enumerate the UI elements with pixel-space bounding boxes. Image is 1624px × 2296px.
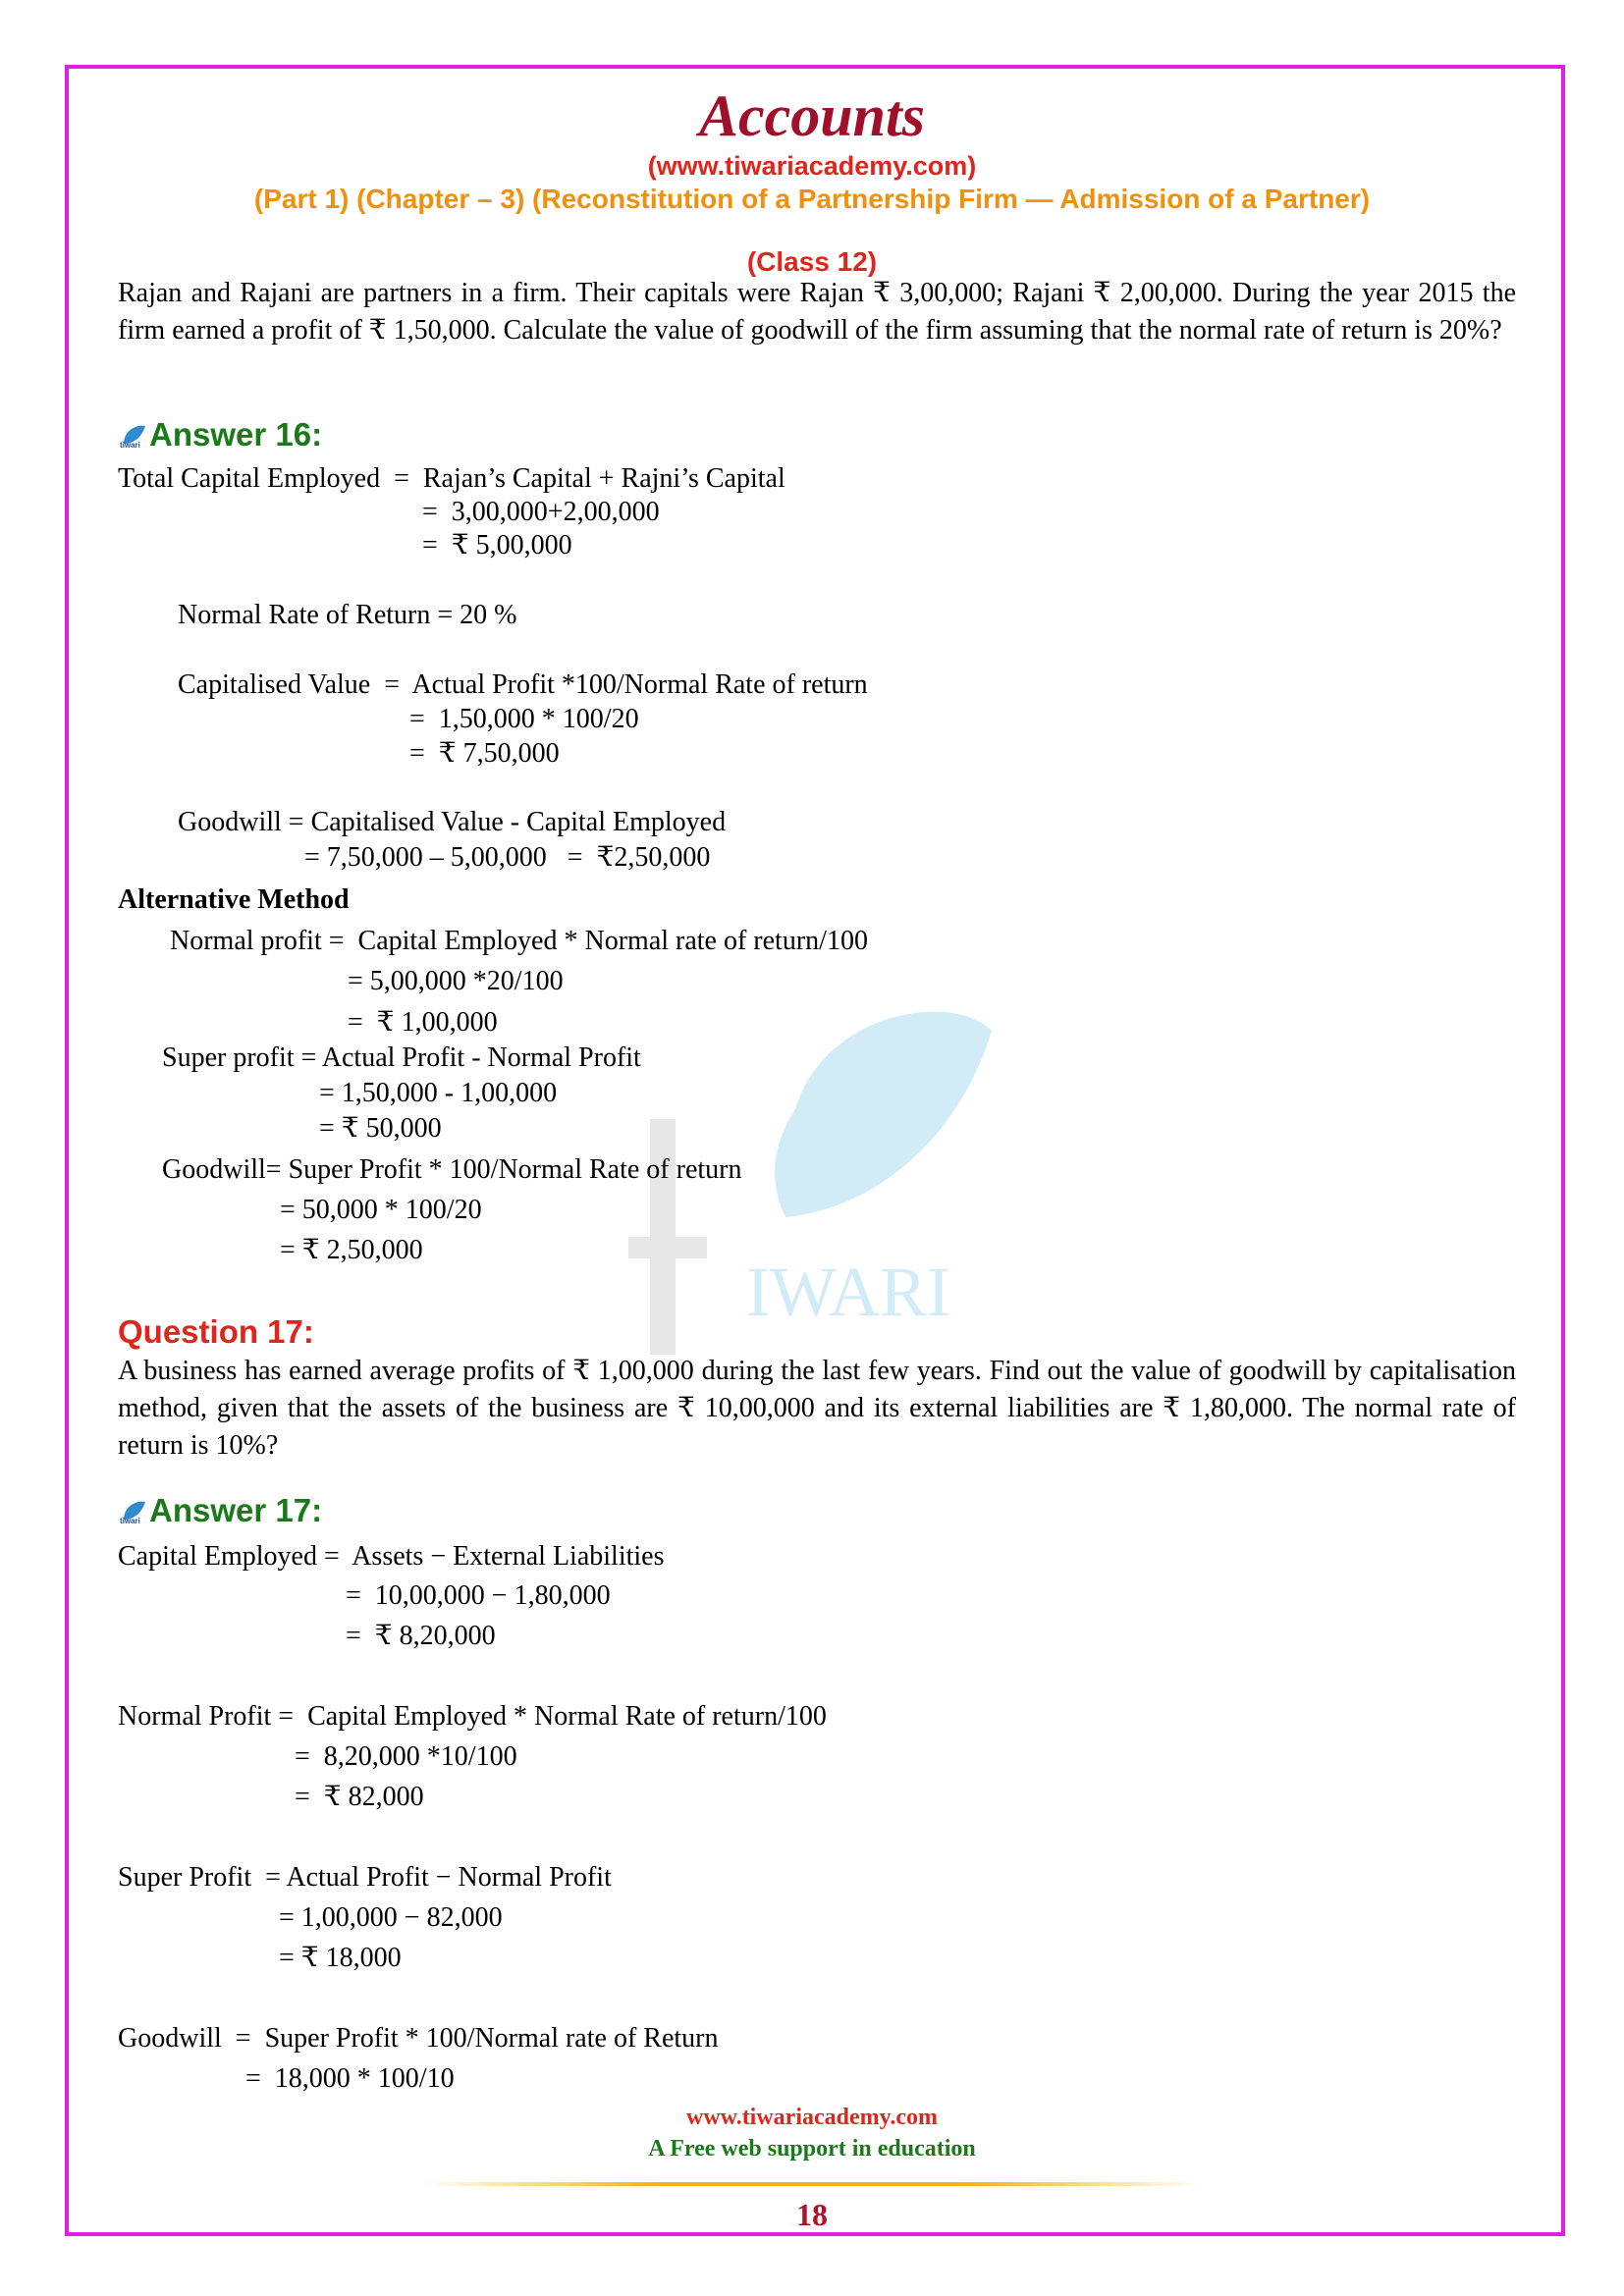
a16-line: Normal Rate of Return = 20 % [178, 600, 517, 630]
svg-text:tiwari: tiwari [120, 1517, 140, 1525]
answer-17-heading [118, 1492, 322, 1529]
header-site-url[interactable]: (www.tiwariacademy.com) [647, 151, 977, 181]
a16-line: Goodwill= Super Profit * 100/Normal Rate of return [162, 1154, 742, 1185]
answer-17-label: Answer 17: [149, 1492, 323, 1528]
a16-line: = 1,50,000 - 1,00,000 [319, 1078, 558, 1108]
answer-16-label: Answer 16: [149, 416, 323, 453]
a17-line: = ₹ 18,000 [279, 1943, 402, 1973]
a16-line: Super profit = Actual Profit - Normal Profit [162, 1042, 641, 1073]
a17-line: = ₹ 82,000 [295, 1782, 424, 1812]
a16-line: = 5,00,000 *20/100 [348, 966, 564, 996]
a17-line: Goodwill = Super Profit * 100/Normal rate of Return [118, 2023, 719, 2054]
a16-line: = ₹ 5,00,000 [422, 530, 572, 561]
question-16-text: Rajan and Rajani are partners in a firm. Their capitals were Rajan ₹ 3,00,000; Rajani ₹ 2,00,000. During the year 2015 the firm earned a profit of ₹ 1,50,000. Calculate the value of goodwill of the firm assuming that the normal rate of return is 20%? [118, 278, 1516, 346]
a16-line: = 1,50,000 * 100/20 [409, 704, 639, 734]
a16-line: Normal profit = Capital Employed * Normal rate of return/100 [170, 926, 868, 956]
question-17-heading: Question 17: [118, 1313, 314, 1350]
a16-line: = 3,00,000+2,00,000 [422, 497, 660, 527]
a16-line: = ₹ 7,50,000 [409, 738, 560, 769]
a17-line: = 8,20,000 *10/100 [295, 1741, 517, 1772]
svg-text:tiwari: tiwari [120, 441, 140, 450]
footer-url[interactable]: www.tiwariacademy.com [686, 2105, 938, 2130]
class-label: (Class 12) [746, 246, 878, 277]
a17-line: = 10,00,000 − 1,80,000 [346, 1580, 611, 1611]
page-number: 18 [796, 2197, 828, 2232]
a17-line: = ₹ 8,20,000 [346, 1621, 496, 1651]
a17-line: Super Profit = Actual Profit − Normal Profit [118, 1862, 612, 1893]
a16-line: Total Capital Employed = Rajan’s Capital + Rajni’s Capital [118, 463, 785, 494]
a17-line: Capital Employed = Assets − External Liabilities [118, 1541, 665, 1572]
footer-divider [422, 2182, 1202, 2186]
a16-line: = ₹ 50,000 [319, 1113, 442, 1144]
tiwari-logo-icon [118, 422, 147, 450]
a17-line: Normal Profit = Capital Employed * Normal Rate of return/100 [118, 1701, 827, 1732]
a16-line: Goodwill = Capitalised Value - Capital Employed [178, 807, 727, 837]
chapter-heading: (Part 1) (Chapter – 3) (Reconstitution of a Partnership Firm — Admission of a Partner) [253, 184, 1371, 214]
a17-line: = 1,00,000 − 82,000 [279, 1902, 503, 1933]
a16-line: = ₹ 1,00,000 [348, 1007, 498, 1038]
a16-line: Capitalised Value = Actual Profit *100/Normal Rate of return [178, 669, 868, 700]
question-17-text: A business has earned average profits of ₹ 1,00,000 during the last few years. Find out the value of goodwill by capitalisation method, given that the assets of the business are ₹ 10,00,000 and its external liabilities are ₹ 1,80,000. The normal rate of return is 10%? [118, 1356, 1516, 1461]
answer-16-heading [118, 416, 322, 454]
footer-tagline: A Free web support in education [648, 2136, 976, 2162]
alternative-method-heading: Alternative Method [118, 884, 350, 915]
page-title: Accounts [698, 83, 926, 148]
tiwari-logo-icon [118, 1498, 147, 1525]
a16-line: = 50,000 * 100/20 [280, 1195, 482, 1225]
watermark-text: IWARI [746, 1253, 950, 1331]
a16-line: = 7,50,000 – 5,00,000 = ₹2,50,000 [304, 842, 711, 873]
a17-line: = 18,000 * 100/10 [245, 2063, 455, 2094]
a16-line: = ₹ 2,50,000 [280, 1235, 423, 1265]
